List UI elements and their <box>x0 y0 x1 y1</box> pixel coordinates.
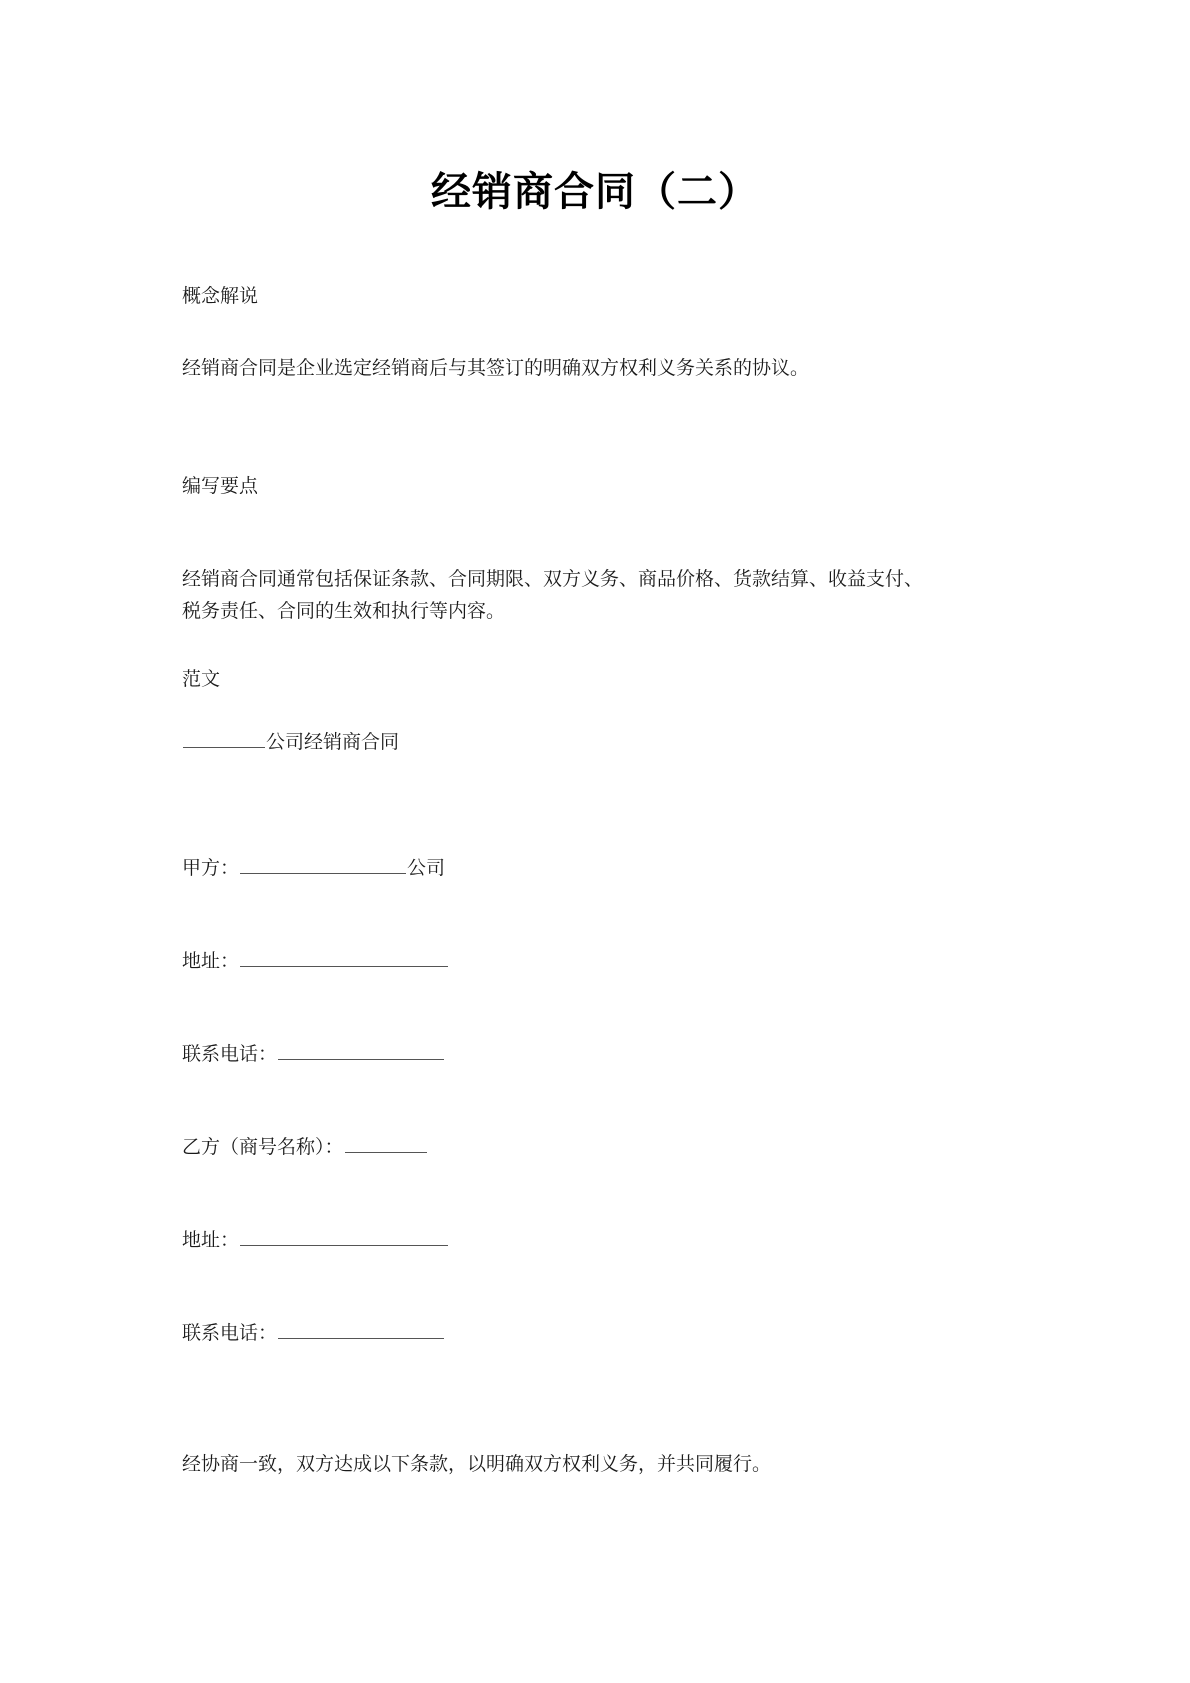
party-a-name-blank[interactable] <box>240 853 406 874</box>
writing-text-line-1: 经销商合同通常包括保证条款、合同期限、双方义务、商品价格、货款结算、收益支付、 <box>182 568 924 590</box>
party-a-label: 甲方： <box>182 857 240 879</box>
closing-text: 经协商一致，双方达成以下条款，以明确双方权利义务，并共同履行。 <box>182 1453 772 1475</box>
concept-text: 经销商合同是企业选定经销商后与其签订的明确双方权利义务关系的协议。 <box>182 357 810 379</box>
party-b-label: 乙方（商号名称）： <box>182 1136 344 1158</box>
party-b-phone-label: 联系电话： <box>182 1322 278 1344</box>
writing-heading: 编写要点 <box>182 475 259 497</box>
concept-heading: 概念解说 <box>182 285 259 307</box>
party-b-name-blank[interactable] <box>345 1132 427 1153</box>
writing-text-line-2: 税务责任、合同的生效和执行等内容。 <box>182 600 506 622</box>
document-title: 经销商合同（二） <box>431 168 759 215</box>
sample-title <box>182 726 399 758</box>
party-b-address-blank[interactable] <box>240 1225 448 1246</box>
company-name-blank[interactable] <box>183 727 265 748</box>
writing-text <box>182 563 1022 627</box>
party-a-address-blank[interactable] <box>240 946 448 967</box>
sample-heading: 范文 <box>182 668 221 690</box>
party-b-phone-line <box>182 1317 445 1349</box>
party-b-address-label: 地址： <box>182 1229 240 1251</box>
sample-title-suffix: 公司经销商合同 <box>266 731 400 753</box>
party-a-phone-line <box>182 1038 445 1070</box>
party-a-suffix: 公司 <box>407 857 446 879</box>
party-a-phone-label: 联系电话： <box>182 1043 278 1065</box>
party-a-line <box>182 852 445 884</box>
party-a-address-label: 地址： <box>182 950 240 972</box>
party-b-address-line <box>182 1224 449 1256</box>
party-b-line <box>182 1131 428 1163</box>
party-b-phone-blank[interactable] <box>278 1318 444 1339</box>
party-a-address-line <box>182 945 449 977</box>
party-a-phone-blank[interactable] <box>278 1039 444 1060</box>
